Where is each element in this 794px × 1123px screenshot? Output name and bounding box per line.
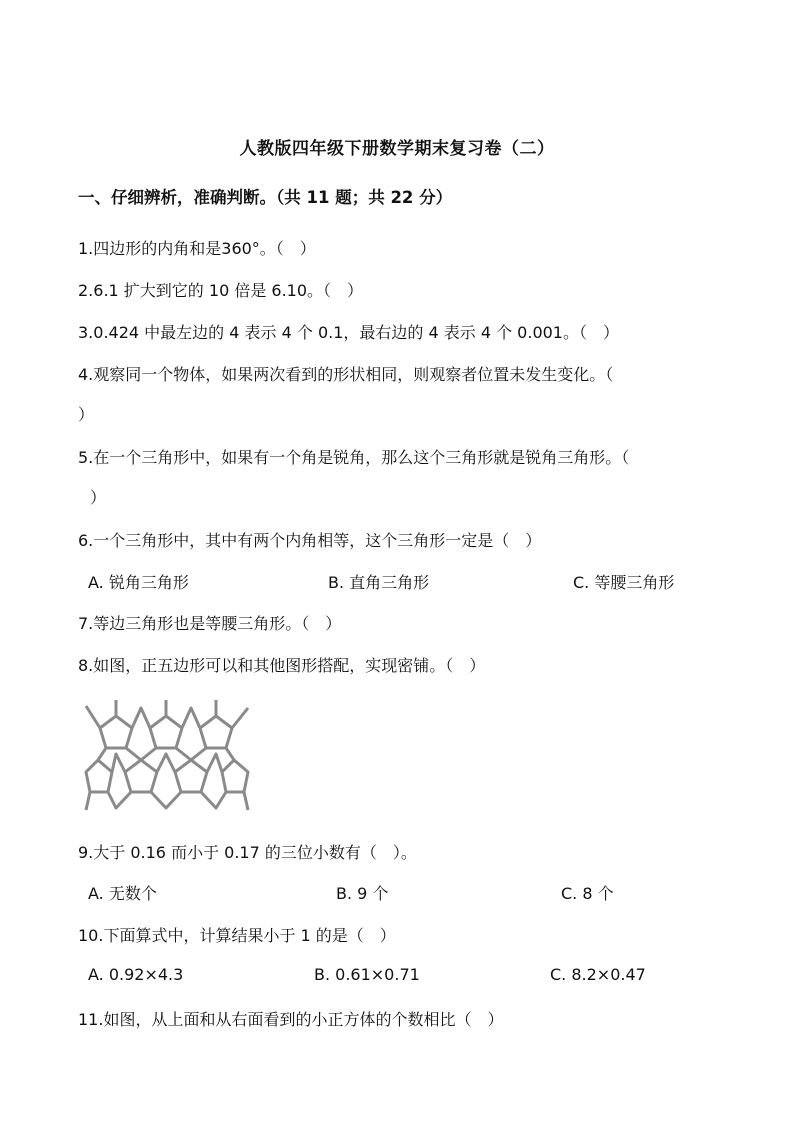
pentagon-tiling-figure — [84, 698, 250, 816]
q9-option-c: C. 8 个 — [561, 884, 614, 903]
question-10: 10.下面算式中，计算结果小于 1 的是（ ） — [78, 926, 396, 945]
question-8: 8.如图，正五边形可以和其他图形搭配，实现密铺。（ ） — [78, 656, 486, 675]
question-7: 7.等边三角形也是等腰三角形。（ ） — [78, 614, 342, 633]
question-4: 4.观察同一个物体，如果两次看到的形状相同，则观察者位置未发生变化。（ — [78, 365, 614, 384]
question-11: 11.如图，从上面和从右面看到的小正方体的个数相比（ ） — [78, 1010, 504, 1029]
question-2: 2.6.1 扩大到它的 10 倍是 6.10。（ ） — [78, 281, 364, 300]
q10-option-c: C. 8.2×0.47 — [550, 965, 646, 984]
question-1: 1.四边形的内角和是360°。（ ） — [78, 239, 316, 258]
question-5-continuation: ） — [90, 488, 107, 507]
question-4-continuation: ） — [78, 405, 95, 424]
q6-option-a: A. 锐角三角形 — [88, 573, 189, 592]
page-title: 人教版四年级下册数学期末复习卷（二） — [239, 139, 555, 159]
section-heading: 一、仔细辨析，准确判断。（共 11 题；共 22 分） — [78, 188, 453, 207]
question-5: 5.在一个三角形中，如果有一个角是锐角，那么这个三角形就是锐角三角形。（ — [78, 448, 630, 467]
question-9: 9.大于 0.16 而小于 0.17 的三位小数有（ ）。 — [78, 843, 417, 862]
q9-option-a: A. 无数个 — [88, 884, 157, 903]
question-3: 3.0.424 中最左边的 4 表示 4 个 0.1，最右边的 4 表示 4 个 0.001。（ ） — [78, 323, 619, 342]
q10-option-b: B. 0.61×0.71 — [314, 965, 420, 984]
q6-option-b: B. 直角三角形 — [328, 573, 430, 592]
q10-option-a: A. 0.92×4.3 — [88, 965, 184, 984]
question-6: 6.一个三角形中，其中有两个内角相等，这个三角形一定是（ ） — [78, 531, 542, 550]
q6-option-c: C. 等腰三角形 — [573, 573, 675, 592]
q9-option-b: B. 9 个 — [336, 884, 389, 903]
pentagon-tiling-icon — [84, 698, 250, 812]
